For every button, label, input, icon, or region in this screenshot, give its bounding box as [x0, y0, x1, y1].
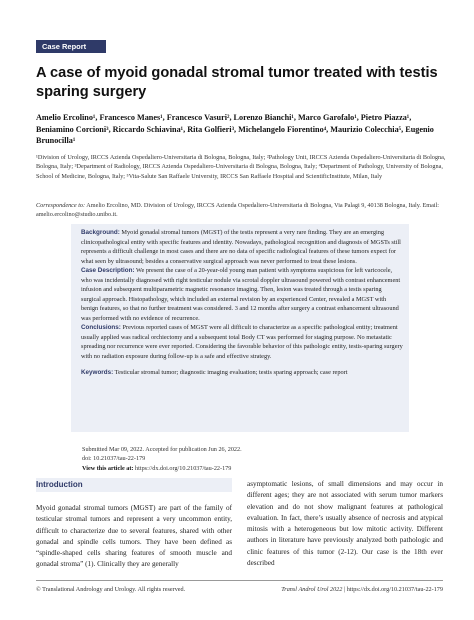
affiliations: ¹Division of Urology, IRCCS Azienda Ospedaliero-Universitaria di Bologna, Bologna, Italy; ²Pathology Unit, IRCCS Azienda Ospedaliero-Universitaria di Bologna, Bologna, Italy; ³Department of Radiology, IRCCS Azienda Ospedaliero-Universitaria di Bologna, Bologna, Italy; ⁴Department of Pathology, University of Bologna, School of Medicine, Bologna, Italy; ⁵Vita-Salute San Raffaele University, IRCCS San Raffaele Hospital and ScientificInstitute, Milan, Italy [36, 154, 446, 180]
correspondence [36, 201, 446, 220]
keywords-text: Testicular stromal tumor; diagnostic imaging evaluation; testis sparing approach; case report [113, 369, 348, 376]
conclusions-text: Previous reported cases of MGST were all difficult to characterize as a specific pathological entity; treatment usually applied was radical orchiectomy and a subsequent total Body CT was performed for staging purpose. No metastatic spreading nor recurrence were ever reported. Considering the favorable behavior of this pathologic entity, testis-sparing surgery with no radiation exposure during follow-up is a safe and effective strategy. [81, 324, 403, 360]
abstract-keywords [81, 368, 403, 378]
author-list: Amelio Ercolino¹, Francesco Manes¹, Francesco Vasuri², Lorenzo Bianchi¹, Marco Garofalo¹, Pietro Piazza¹, Beniamino Corcioni³, Riccardo Schiavina¹, Rita Golfieri³, Michelangelo Fiorentino⁴, Maurizio Colecchia⁵, Eugenio Brunocilla¹ [36, 113, 434, 145]
introduction-heading: Introduction [36, 478, 232, 492]
case-label: Case Description: [81, 267, 135, 274]
footer-copyright: © Translational Andrology and Urology. All rights reserved. [36, 586, 186, 593]
footer-journal: Transl Androl Urol 2022 [281, 586, 343, 593]
intro-column-left: Myoid gonadal stromal tumors (MGST) are part of the family of testicular stromal tumors and represent a very uncommon entity, difficult to characterize due to several features, shared with other gonadal and spindle cells tumors. They have been defined as “spindle-shaped cells sharing features of smooth muscle and gonadal stroma” (1). Clinically they are generally [36, 504, 232, 569]
correspondence-label: Correspondence to: [36, 202, 86, 209]
article-type-badge: Case Report [36, 40, 106, 53]
abstract-box [71, 224, 409, 432]
background-label: Background: [81, 229, 120, 236]
abstract-conclusions [81, 323, 403, 361]
doi: doi: 10.21037/tau-22-179 [82, 455, 146, 463]
article-title: A case of myoid gonadal stromal tumor treated with testis sparing surgery [36, 65, 438, 100]
abstract-case [81, 266, 403, 323]
footer-citation [281, 586, 443, 593]
footer-link[interactable]: | https://dx.doi.org/10.21037/tau-22-179 [342, 586, 443, 593]
correspondence-text: Amelio Ercolino, MD. Division of Urology, IRCCS Azienda Ospedaliero-Universitaria di Bologna, Via Palagi 9, 40138 Bologna, Italy. Email: amelio.ercolino@studio.unibo.it. [36, 202, 440, 219]
view-article-label: View this article at: [82, 464, 134, 472]
view-article-line [82, 464, 442, 473]
background-text: Myoid gonadal stromal tumors (MGST) of the testis represent a very rare finding. They are an emerging clinicopathological entity with specific features and identity. Nowadays, pathological recognition and diagnosis of MGSTs still represents a difficult challenge in most cases and there are no data of specific radiological features of these tumors expect for what seen by ultrasound; besides a conservative surgical approach was never performed to treat these lesions. [81, 229, 401, 265]
keywords-label: Keywords: [81, 369, 114, 376]
case-text: We present the case of a 20-year-old young man patient with symptoms suspicious for left varicocele, who was incidentally diagnosed with right testicular nodule via scrotal doppler ultrasound powered with contrast enhancement infusion and subsequent multiparametric magnetic resonance imaging. Then, lesion was treated through a testis sparing surgical approach. Histopathology, which included an external revision by an experienced Center, revealed a MGST with benign features, so that no further treatment was considered. 3 and 12 months after surgery a contrast enhancement ultrasound was performed with no evidence of recurrence. [81, 267, 401, 322]
footer-divider [36, 580, 443, 581]
abstract-background [81, 228, 403, 266]
conclusions-label: Conclusions: [81, 324, 121, 331]
intro-column-right: asymptomatic lesions, of small dimensions and may occur in different ages; they are not associated with serum tumor markers elevation and do not show malignant features at pathological evaluation. In fact, there’s usually absence of necrosis and atypical mitosis with a heterogeneous but low mitotic activity. Different authors in literature have previously analyzed both pathologic and clinic features of this tumor (2-12). Our case is the 18th ever described [247, 480, 443, 568]
view-article-link[interactable]: https://dx.doi.org/10.21037/tau-22-179 [133, 464, 232, 472]
article-history [82, 445, 442, 473]
submission-dates: Submitted Mar 09, 2022. Accepted for publication Jun 26, 2022. [82, 446, 242, 453]
